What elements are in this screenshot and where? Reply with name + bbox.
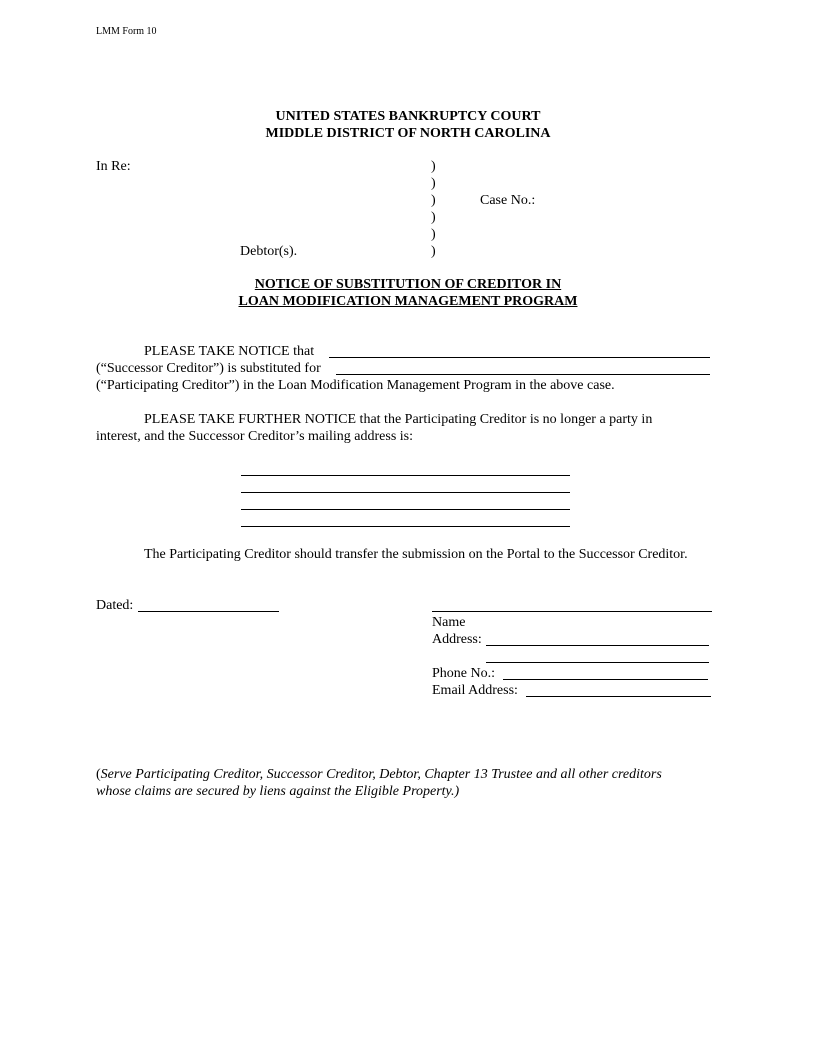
- debtors-label: Debtor(s).: [240, 244, 298, 259]
- caption-paren: ): [431, 244, 436, 259]
- case-number-label: Case No.:: [480, 193, 536, 208]
- court-name: UNITED STATES BANKRUPTCY COURT: [275, 109, 541, 124]
- successor-creditor-text: (“Successor Creditor”) is substituted for: [96, 361, 321, 376]
- name-label: Name: [432, 615, 466, 630]
- signature-line[interactable]: [432, 611, 712, 612]
- form-id: LMM Form 10: [96, 26, 157, 37]
- dated-blank[interactable]: [138, 611, 279, 612]
- caption-paren: ): [431, 210, 436, 225]
- phone-blank[interactable]: [503, 679, 708, 680]
- notice-title: LOAN MODIFICATION MANAGEMENT PROGRAM: [238, 294, 578, 309]
- notice-paragraph-start: PLEASE TAKE NOTICE that: [144, 344, 315, 359]
- address-blank[interactable]: [486, 662, 709, 663]
- address-label: Address:: [432, 632, 482, 647]
- successor-creditor-blank[interactable]: [329, 357, 710, 358]
- further-notice-text: interest, and the Successor Creditor’s mailing address is:: [96, 429, 414, 444]
- notice-title: NOTICE OF SUBSTITUTION OF CREDITOR IN: [254, 277, 562, 292]
- dated-label: Dated:: [96, 598, 134, 613]
- mailing-address-line[interactable]: [241, 475, 570, 476]
- service-note-text: whose claims are secured by liens against the Eligible Property.): [96, 784, 460, 799]
- mailing-address-line[interactable]: [241, 526, 570, 527]
- transfer-instruction: The Participating Creditor should transfer the submission on the Portal to the Successor Creditor.: [144, 547, 688, 562]
- email-label: Email Address:: [432, 683, 518, 698]
- participating-creditor-blank[interactable]: [336, 374, 710, 375]
- caption-paren: ): [431, 176, 436, 191]
- email-blank[interactable]: [526, 696, 711, 697]
- address-blank[interactable]: [486, 645, 709, 646]
- caption-paren: ): [431, 159, 436, 174]
- service-note-paren: (: [96, 767, 101, 782]
- service-note: [96, 766, 662, 783]
- phone-label: Phone No.:: [432, 666, 495, 681]
- participating-creditor-text: (“Participating Creditor”) in the Loan Modification Management Program in the above case.: [96, 378, 615, 393]
- service-note-text: Serve Participating Creditor, Successor Creditor, Debtor, Chapter 13 Trustee and all other creditors: [100, 767, 662, 782]
- caption-paren: ): [431, 193, 436, 208]
- mailing-address-line[interactable]: [241, 492, 570, 493]
- further-notice-text: PLEASE TAKE FURTHER NOTICE that the Participating Creditor is no longer a party in: [144, 412, 653, 427]
- mailing-address-line[interactable]: [241, 509, 570, 510]
- caption-paren: ): [431, 227, 436, 242]
- in-re-label: In Re:: [96, 159, 131, 174]
- court-district: MIDDLE DISTRICT OF NORTH CAROLINA: [265, 126, 551, 141]
